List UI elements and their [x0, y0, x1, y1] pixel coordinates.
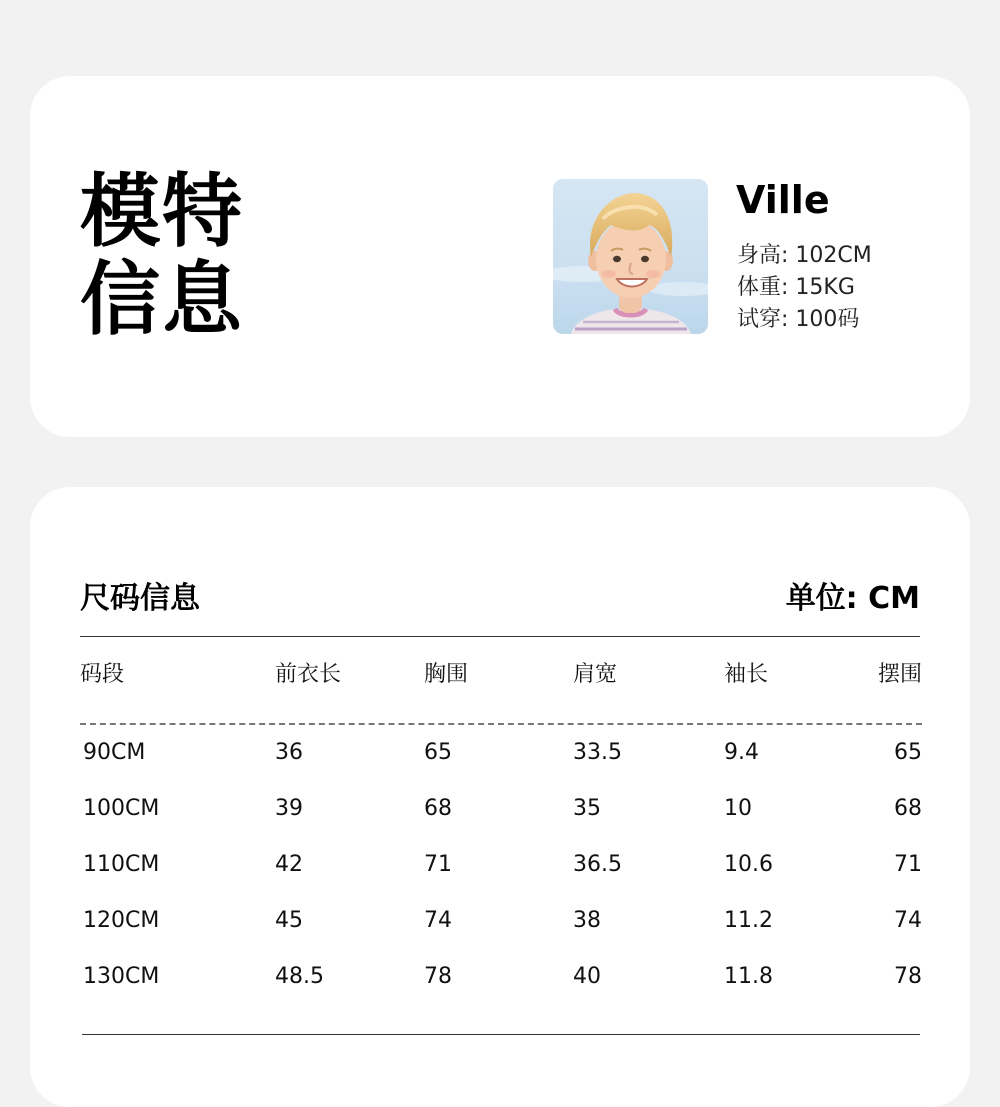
table-cell: 48.5 — [275, 964, 324, 989]
table-row — [80, 908, 922, 964]
column-header: 前衣长 — [275, 662, 342, 687]
size-table — [80, 657, 922, 1020]
model-trial-size: 试穿: 100码 — [737, 307, 860, 332]
table-cell: 33.5 — [573, 740, 622, 765]
table-cell: 68 — [424, 796, 452, 821]
table-cell: 65 — [424, 740, 452, 765]
table-cell: 11.8 — [724, 964, 773, 989]
size-table-header-row — [80, 657, 922, 719]
table-cell: 68 — [894, 796, 922, 821]
size-unit-label: 单位: CM — [785, 581, 920, 616]
table-row — [80, 964, 922, 1020]
table-cell: 38 — [573, 908, 601, 933]
table-bottom-divider — [82, 1034, 920, 1035]
table-row — [80, 719, 922, 796]
model-info-title-line2: 信息 — [80, 253, 244, 346]
table-cell: 74 — [424, 908, 452, 933]
table-cell: 10.6 — [724, 852, 773, 877]
column-header: 肩宽 — [573, 662, 618, 687]
table-cell: 120CM — [83, 908, 160, 933]
table-cell: 42 — [275, 852, 303, 877]
column-header: 摆围 — [877, 662, 922, 687]
table-row — [80, 852, 922, 908]
table-cell: 11.2 — [724, 908, 773, 933]
table-cell: 65 — [894, 740, 922, 765]
table-cell: 36 — [275, 740, 303, 765]
column-header: 袖长 — [724, 662, 769, 687]
table-cell: 71 — [424, 852, 452, 877]
table-cell: 90CM — [83, 740, 146, 765]
size-info-card — [30, 487, 970, 1107]
table-cell: 100CM — [83, 796, 160, 821]
model-info-title-line1: 模特 — [80, 165, 244, 258]
column-header: 胸围 — [424, 662, 469, 687]
table-cell: 39 — [275, 796, 303, 821]
model-photo-illustration — [553, 179, 708, 334]
table-cell: 36.5 — [573, 852, 622, 877]
model-stats-list — [737, 240, 872, 336]
table-cell: 78 — [894, 964, 922, 989]
size-info-header — [80, 573, 920, 616]
table-cell: 130CM — [83, 964, 160, 989]
table-cell: 110CM — [83, 852, 160, 877]
model-info-card — [30, 76, 970, 437]
table-cell: 9.4 — [724, 740, 759, 765]
model-name: Ville — [736, 178, 830, 222]
model-photo — [553, 179, 708, 334]
table-cell: 35 — [573, 796, 601, 821]
table-cell: 74 — [894, 908, 922, 933]
table-cell: 10 — [724, 796, 752, 821]
model-height: 身高: 102CM — [737, 243, 872, 268]
table-cell: 40 — [573, 964, 601, 989]
table-cell: 45 — [275, 908, 303, 933]
table-cell: 71 — [894, 852, 922, 877]
table-row — [80, 796, 922, 852]
model-weight: 体重: 15KG — [737, 275, 855, 300]
size-info-title: 尺码信息 — [80, 581, 200, 616]
model-info-title — [80, 165, 244, 346]
column-header: 码段 — [80, 662, 125, 687]
header-divider — [80, 636, 920, 637]
table-cell: 78 — [424, 964, 452, 989]
